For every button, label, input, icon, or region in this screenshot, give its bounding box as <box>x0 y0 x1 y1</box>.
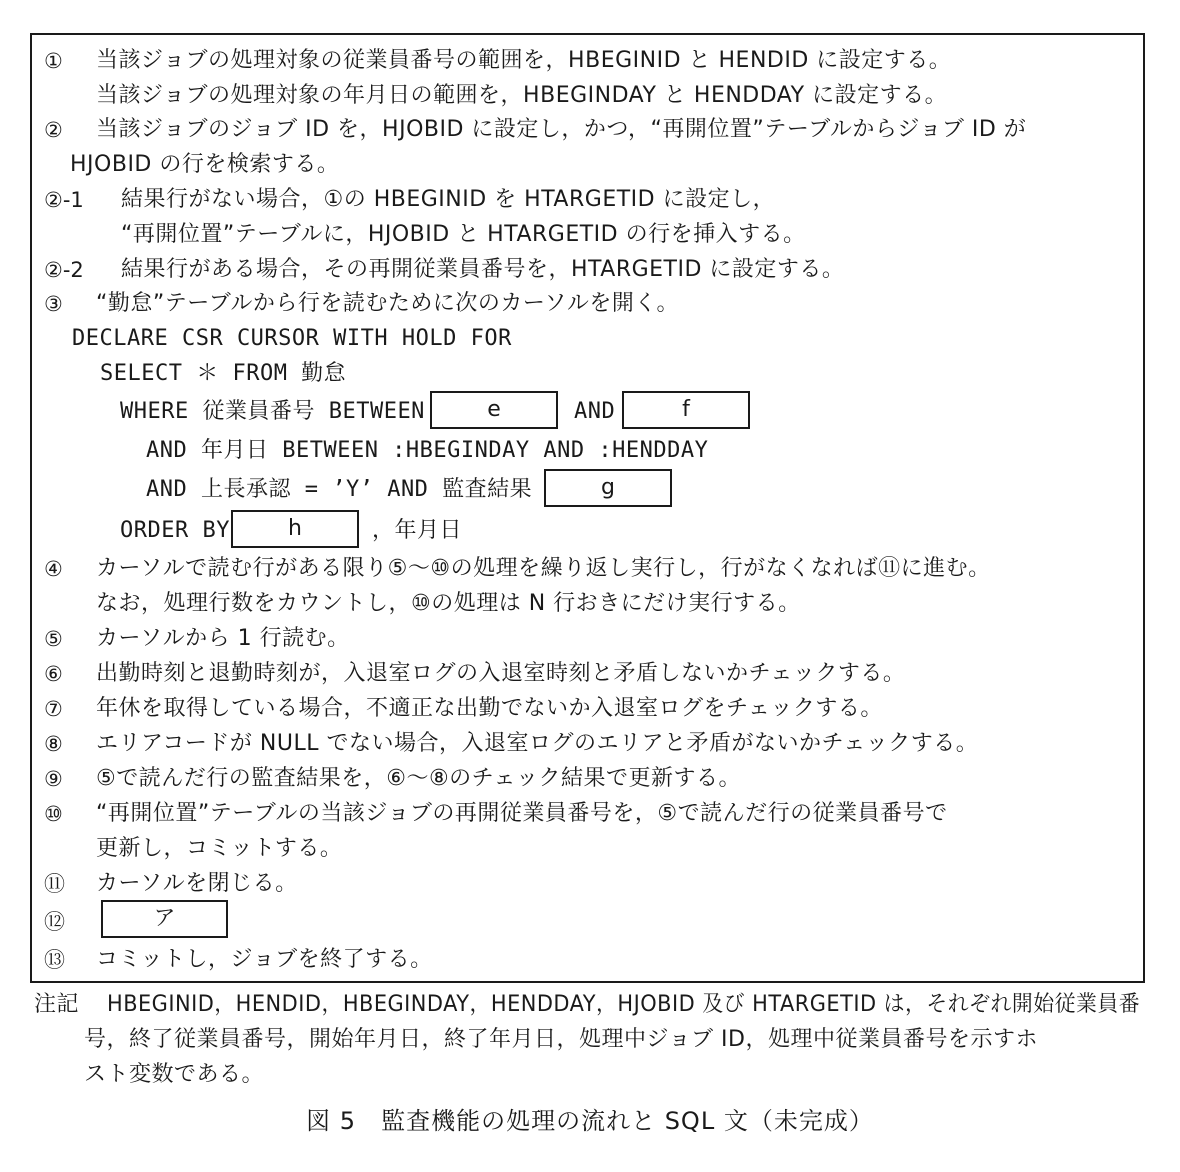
step-4-number: ④ <box>44 557 63 581</box>
note-line-3: スト変数である。 <box>84 1062 265 1087</box>
blank-f: f <box>622 391 750 429</box>
step-11-line-1: カーソルを閉じる。 <box>96 871 298 896</box>
figure-caption: 図 5 監査機能の処理の流れと SQL 文（未完成） <box>306 1107 874 1135</box>
sql-select-line: SELECT ＊ FROM 勤怠 <box>100 361 347 386</box>
step-1-line-2: 当該ジョブの処理対象の年月日の範囲を，HBEGINDAY と HENDDAY に設定する。 <box>96 83 948 108</box>
sql-order-by: ORDER BY <box>120 518 230 543</box>
sql-order-tail: ，年月日 <box>372 518 463 543</box>
step-10-line-2: 更新し，コミットする。 <box>96 836 343 861</box>
step-5-number: ⑤ <box>44 627 63 651</box>
step-13-number: ⑬ <box>44 948 65 972</box>
sql-and-approve-line: AND 上長承認 = ’Y’ AND 監査結果 <box>146 477 533 502</box>
sql-and-date-line: AND 年月日 BETWEEN :HBEGINDAY AND :HENDDAY <box>146 438 709 463</box>
blank-g: g <box>544 469 672 507</box>
step-2-1-line-1: 結果行がない場合，①の HBEGINID を HTARGETID に設定し， <box>121 187 776 212</box>
step-7-line-1: 年休を取得している場合，不適正な出勤でないか入退室ログをチェックする。 <box>96 696 883 721</box>
step-1-number: ① <box>44 49 63 73</box>
step-11-number: ⑪ <box>44 872 65 896</box>
step-3-number: ③ <box>44 292 63 316</box>
blank-h: h <box>231 510 359 548</box>
step-4-line-2: なお，処理行数をカウントし，⑩の処理は N 行おきにだけ実行する。 <box>96 591 801 616</box>
sql-where-prefix: WHERE 従業員番号 BETWEEN <box>120 399 425 424</box>
step-1-line-1: 当該ジョブの処理対象の従業員番号の範囲を，HBEGINID と HENDID に設定する。 <box>96 48 952 73</box>
note-line-1: HBEGINID，HENDID，HBEGINDAY，HENDDAY，HJOBID 及び HTARGETID は，それぞれ開始従業員番 <box>107 992 1141 1017</box>
step-2-line-1: 当該ジョブのジョブ ID を，HJOBID に設定し，かつ，“再開位置”テーブルからジョブ ID が <box>96 117 1027 142</box>
step-7-number: ⑦ <box>44 697 63 721</box>
step-8-line-1: エリアコードが NULL でない場合，入退室ログのエリアと矛盾がないかチェックする。 <box>96 731 979 756</box>
note-line-2: 号，終了従業員番号，開始年月日，終了年月日，処理中ジョブ ID，処理中従業員番号を示すホ <box>84 1027 1038 1052</box>
blank-e: e <box>430 391 558 429</box>
step-9-number: ⑨ <box>44 767 63 791</box>
blank-a: ア <box>101 900 228 938</box>
step-2-1-line-2: “再開位置”テーブルに，HJOBID と HTARGETID の行を挿入する。 <box>121 222 806 247</box>
step-9-line-1: ⑤で読んだ行の監査結果を，⑥～⑧のチェック結果で更新する。 <box>96 766 742 791</box>
step-6-line-1: 出勤時刻と退勤時刻が，入退室ログの入退室時刻と矛盾しないかチェックする。 <box>96 661 906 686</box>
step-2-line-2: HJOBID の行を検索する。 <box>70 152 340 177</box>
step-5-line-1: カーソルから 1 行読む。 <box>96 626 350 651</box>
step-12-number: ⑫ <box>44 910 65 934</box>
step-4-line-1: カーソルで読む行がある限り⑤～⑩の処理を繰り返し実行し，行がなくなれば⑪に進む。 <box>96 556 991 581</box>
sql-declare-line: DECLARE CSR CURSOR WITH HOLD FOR <box>72 326 512 351</box>
sql-and-keyword: AND <box>574 399 616 424</box>
step-2-1-number: ②-1 <box>44 188 84 212</box>
note-label: 注記 <box>34 992 80 1017</box>
step-2-2-line-1: 結果行がある場合，その再開従業員番号を，HTARGETID に設定する。 <box>121 257 845 282</box>
step-6-number: ⑥ <box>44 662 63 686</box>
step-10-number: ⑩ <box>44 802 63 826</box>
step-2-2-number: ②-2 <box>44 258 84 282</box>
step-13-line-1: コミットし，ジョブを終了する。 <box>96 947 433 972</box>
step-2-number: ② <box>44 118 63 142</box>
step-3-line-1: “勤怠”テーブルから行を読むために次のカーソルを開く。 <box>96 291 679 316</box>
step-8-number: ⑧ <box>44 732 63 756</box>
step-10-line-1: “再開位置”テーブルの当該ジョブの再開従業員番号を，⑤で読んだ行の従業員番号で <box>96 801 948 826</box>
